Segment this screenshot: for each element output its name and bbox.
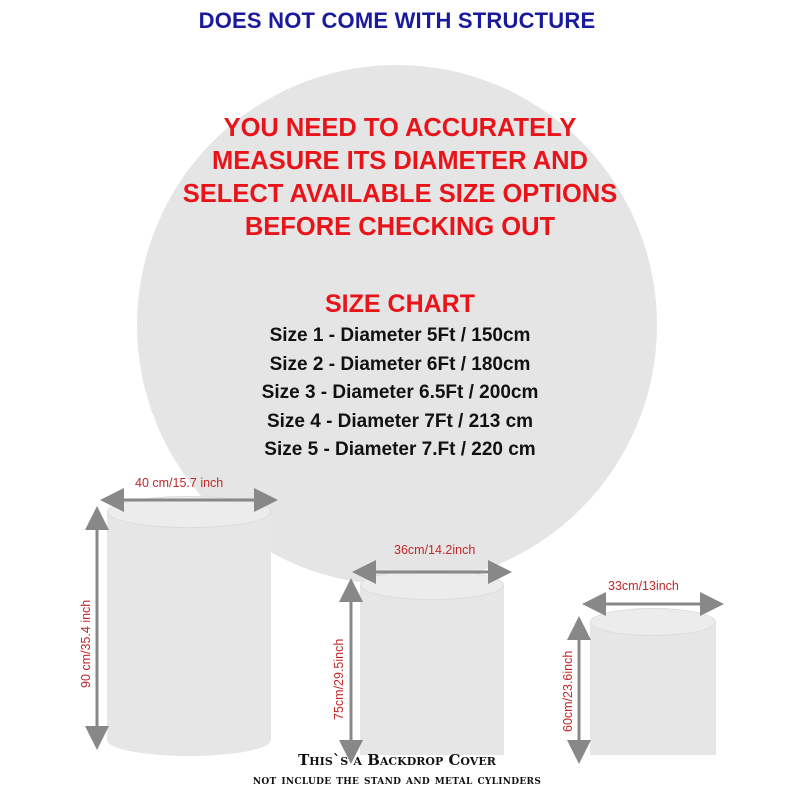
- warning-line: MEASURE ITS DIAMETER AND: [212, 147, 588, 175]
- width-label-medium: 36cm/14.2inch: [394, 543, 476, 557]
- size-item: Size 4 - Diameter 7Ft / 213 cm: [266, 410, 534, 432]
- size-item: Size 3 - Diameter 6.5Ft / 200cm: [261, 382, 539, 403]
- footer-backdrop-note: This`s a Backdrop Cover: [298, 751, 496, 769]
- height-label-small: 60cm/23.6inch: [561, 650, 575, 732]
- height-label-medium: 75cm/29.5inch: [332, 638, 346, 720]
- width-label-large: 40 cm/15.7 inch: [135, 476, 224, 490]
- size-chart-title: SIZE CHART: [325, 290, 475, 318]
- warning-line: BEFORE CHECKING OUT: [244, 213, 556, 241]
- banner-title: DOES NOT COME WITH STRUCTURE: [198, 8, 596, 33]
- footer-not-included-note: not include the stand and metal cylinders: [252, 773, 542, 788]
- size-item: Size 5 - Diameter 7.Ft / 220 cm: [264, 439, 536, 460]
- warning-line: SELECT AVAILABLE SIZE OPTIONS: [182, 180, 618, 208]
- warning-line: YOU NEED TO ACCURATELY: [223, 114, 577, 142]
- size-item: Size 2 - Diameter 6Ft / 180cm: [269, 353, 531, 375]
- height-label-large: 90 cm/35.4 inch: [79, 599, 93, 688]
- size-item: Size 1 - Diameter 5Ft / 150cm: [269, 325, 531, 346]
- width-label-small: 33cm/13inch: [608, 579, 679, 593]
